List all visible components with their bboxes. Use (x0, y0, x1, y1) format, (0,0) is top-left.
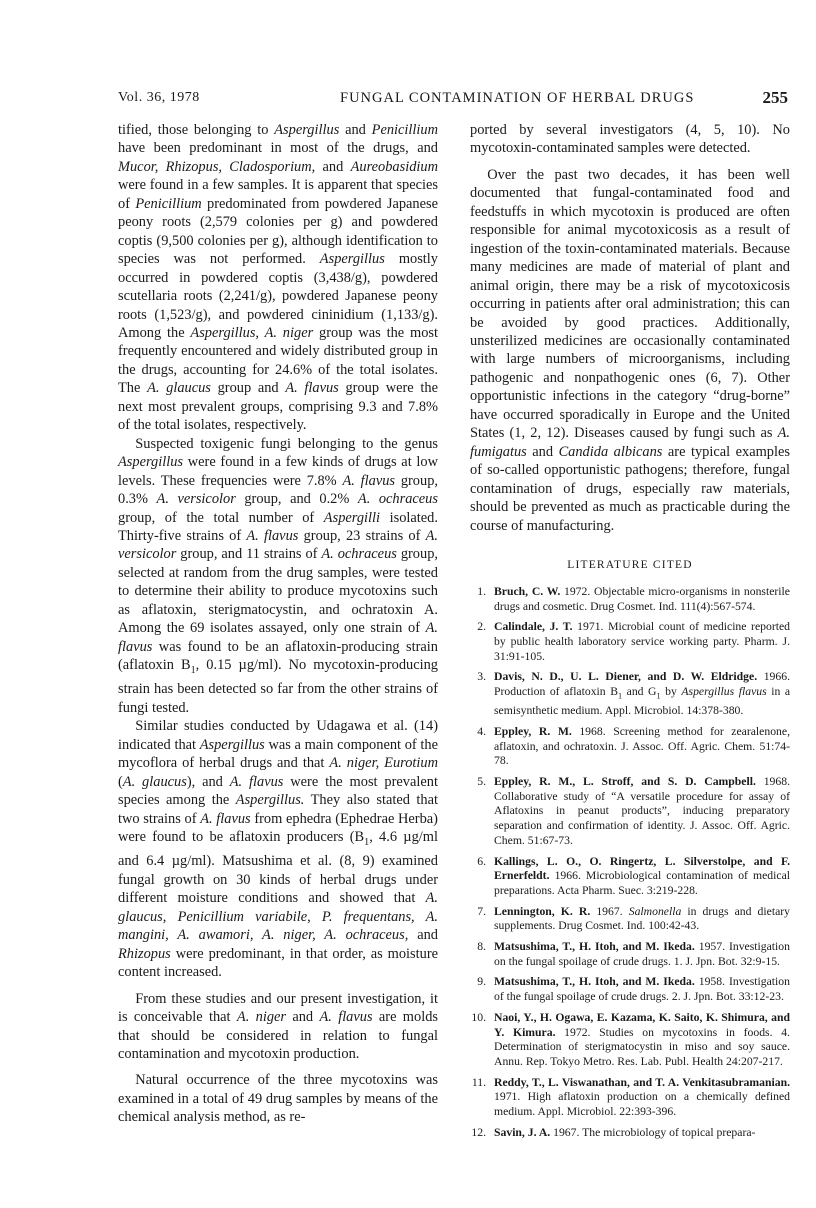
reference-text (494, 1090, 790, 1118)
body-paragraph (470, 166, 790, 535)
body-paragraph (118, 121, 438, 435)
literature-cited-heading: LITERATURE CITED (567, 558, 693, 571)
text-run: group, of the total number of (118, 509, 324, 526)
text-run: group, 23 strains of (298, 527, 426, 544)
reference-number: 10. (471, 1010, 486, 1024)
text-run: They also stated that two strains of (118, 792, 438, 827)
italic-run: A. glaucus (122, 773, 187, 790)
text-run: 1971. High aflatoxin production on a chemically defined medium. Appl. Microbiol. 22:393-396. (494, 1090, 790, 1119)
text-run: 1972. Studies on mycotoxins in foods. 4. Determination of sterigmatocystin in miso and soy sauce. Annu. Rep. Tokyo Metro. Res. Lab. Publ. Health 24:207-217. (494, 1025, 790, 1068)
text-run: in a semisynthetic medium. Appl. Microbiol. 14:378-380. (494, 685, 791, 718)
text-run: ported by several investigators (4, 5, 10). No mycotoxin-contaminated samples were detected. (470, 122, 790, 157)
text-run: are typical examples of so-called opportunistic pathogens; therefore, fungal contamination of drugs, especially raw materials, should be prevented as much as practicable during the course of manufacturing. (470, 443, 790, 534)
text-run: were found in a few samples. It is apparent that species of (118, 177, 438, 212)
reference-number: 7. (477, 904, 486, 918)
subscript-run: 1 (656, 691, 661, 701)
italic-run: Aspergillus flavus (681, 685, 767, 699)
italic-run: A. niger (236, 1009, 287, 1026)
text-run: 1968. Collaborative study of “A versatile procedure for assay of Aflatoxins in peanut products”, inducing preparatory separation and confirmation of identity. J. Assoc. Off. Agric. Chem. 51:67-73. (494, 775, 791, 847)
italic-run: Aspergillus (319, 251, 385, 268)
italic-run: Penicillium (135, 195, 202, 212)
reference-authors: Eppley, R. M. (494, 724, 572, 738)
right-column (470, 121, 790, 1147)
italic-run: Salmonella (628, 904, 682, 918)
running-title: FUNGAL CONTAMINATION OF HERBAL DRUGS (340, 90, 695, 106)
text-run: have been predominant in most of the drugs, and (118, 140, 438, 157)
text-run: Over the past two decades, it has been well documented that fungal-contaminated food and feedstuffs in which mycotoxin is produced are often responsible for animal mycotoxicosis as a result of ingestion of the toxin-contaminated materials. Because many medicines are made of material of plant and animal origin, there may be a risk of mycotoxicosis occurring in patients after oral administration; this can be avoided by good practices. Additionally, unsterilized medicines are occasionally contaminated with large numbers of microorganisms, including pathogenic and nonpathogenic ones (6, 7). Other opportunistic infections in the category “drug-borne” have occurred sporadically in Europe and the United States (1, 2, 12). Diseases caused by fungi such as (470, 166, 790, 442)
reference-item (470, 855, 790, 899)
running-header (118, 90, 788, 114)
reference-number: 3. (477, 670, 486, 684)
reference-authors: Eppley, R. M., L. Stroff, and S. D. Campbell. (494, 775, 756, 789)
text-run: 1967. (590, 904, 629, 918)
italic-run: A. flavus (118, 620, 438, 655)
italic-run: Aspergillus (118, 454, 184, 471)
italic-run: A. ochraceus (357, 491, 438, 508)
text-run: From these studies and our present investigation, it is conceivable that (118, 990, 438, 1026)
text-run: in drugs and dietary supplements. Drug Cosmet. Ind. 100:42-43. (494, 904, 791, 933)
text-run: was found to be an aflatoxin-producing strain (aflatoxin B (118, 638, 438, 674)
text-run: Natural occurrence of the three mycotoxins was examined in a total of 49 drug samples by means of the chemical analysis method, as re- (118, 1072, 438, 1126)
reference-number: 6. (477, 854, 486, 868)
reference-number: 1. (477, 584, 486, 598)
text-run: 1967. The microbiology of topical prepara- (550, 1125, 756, 1139)
text-run: 1957. Investigation on the fungal spoilage of crude drugs. 1. J. Jpn. Bot. 32:9-15. (494, 940, 790, 968)
italic-run: A. ochraceus (321, 546, 397, 563)
text-run: 1966. Production of aflatoxin B (494, 670, 790, 699)
text-run: are molds that should be considered in relation to fungal contamination and mycotoxin production. (118, 1009, 438, 1062)
reference-authors: Savin, J. A. (494, 1125, 551, 1139)
reference-authors: Bruch, C. W. (494, 584, 561, 598)
reference-item (470, 905, 790, 934)
italic-run: Aspergilli (323, 509, 381, 526)
italic-run: Aspergillus. (235, 792, 305, 809)
text-run: were the most prevalent species among the (118, 773, 438, 809)
reference-item (470, 940, 790, 969)
text-run: and G (622, 685, 657, 699)
reference-number: 9. (477, 975, 486, 989)
reference-item (470, 1076, 790, 1120)
text-run: group, 0.3% (118, 472, 438, 508)
reference-authors: Naoi, Y., H. Ogawa, E. Kazama, K. Saito, K. Shimura, and Y. Kimura. (494, 1010, 790, 1039)
left-column (118, 121, 438, 1127)
italic-run: Rhizopus (118, 945, 171, 962)
italic-run: Aureobasidium (350, 158, 438, 175)
text-run: tified, those belonging to (118, 122, 275, 138)
reference-authors: Davis, N. D., U. L. Diener, and D. W. Eldridge. (494, 670, 758, 684)
italic-run: A. flavus (285, 380, 339, 397)
text-run: mostly occurred in powdered coptis (3,438/g), powdered scutellaria roots (2,241/g), powdered Japanese peony roots (1,523/g), and powdered cininidium (1,133/g). Among the (118, 251, 438, 341)
reference-item (470, 975, 790, 1004)
reference-number: 8. (477, 940, 486, 954)
body-paragraph (118, 990, 438, 1064)
subscript-run: 1 (618, 691, 623, 701)
text-run: were predominant, in that order, as moisture content increased. (118, 945, 438, 981)
reference-authors: Matsushima, T., H. Itoh, and M. Ikeda. (494, 940, 695, 954)
text-run: and (526, 443, 559, 460)
text-run: Suspected toxigenic fungi belonging to the genus (135, 435, 438, 452)
italic-run: A. versicolor (118, 527, 438, 563)
reference-number: 2. (477, 620, 486, 634)
italic-run: A. glaucus (147, 380, 211, 397)
text-run: from ephedra (Ephedrae Herba) were found to be aflatoxin producers (B (118, 810, 438, 846)
text-run: 1972. Objectable micro-organisms in nonsterile drugs and cosmetic. Drug Cosmet. Ind. 111(4):567-574. (494, 584, 790, 613)
reference-item (470, 725, 790, 769)
text-run: Similar studies conducted by Udagawa et al. (14) indicated that (118, 718, 438, 753)
subscript-run: 1 (190, 665, 196, 677)
italic-run: A. glaucus, Penicillium variabile, P. frequentans, A. mangini, A. awamori, A. niger, A. ochraceus, (118, 890, 438, 944)
italic-run: Mucor, Rhizopus, Cladosporium, (118, 158, 316, 175)
reference-item (470, 775, 790, 849)
reference-authors: Matsushima, T., H. Itoh, and M. Ikeda. (494, 975, 695, 989)
text-run: and (315, 158, 351, 175)
text-run: by (660, 685, 682, 699)
text-run: were found in a few kinds of drugs at low levels. These frequencies were 7.8% (118, 454, 438, 489)
text-run: group, and 11 strains of (176, 546, 322, 563)
text-run: group, and 0.2% (235, 491, 358, 508)
italic-run: Penicillium (371, 122, 438, 138)
subscript-run: 1 (364, 836, 370, 848)
text-run: , 4.6 µg/ml and 6.4 µg/ml). Matsushima et al. (8, 9) examined fungal growth on 30 kinds of herbal drugs under different moisture conditions and showed that (118, 829, 438, 907)
body-paragraph (118, 435, 438, 718)
italic-run: Candida albicans (558, 443, 663, 460)
text-run: , 0.15 µg/ml). No mycotoxin-producing strain has been detected so far from the other strains of fungi tested. (118, 657, 438, 716)
italic-run: Aspergillus (274, 122, 340, 138)
reference-number: 11. (471, 1075, 486, 1089)
text-run: ), and (186, 773, 230, 790)
italic-run: A. flavus (229, 773, 284, 790)
italic-run: A. flavus (342, 472, 396, 489)
italic-run: A. flavus (319, 1009, 373, 1026)
reference-authors: Lennington, K. R. (494, 904, 591, 918)
reference-number: 12. (471, 1125, 486, 1139)
text-run: ( (118, 773, 123, 790)
italic-run: A. flavus (246, 527, 299, 544)
reference-text (550, 1126, 755, 1139)
reference-authors: Calindale, J. T. (494, 620, 573, 634)
text-run: isolated. Thirty-five strains of (118, 509, 438, 544)
text-run: group and (210, 380, 286, 397)
reference-number: 4. (477, 724, 486, 738)
text-run: predominated from powdered Japanese peony roots (2,579 colonies per g) and powdered coptis (9,500 colonies per g), although identification to species was not performed. (118, 195, 438, 268)
italic-run: A. versicolor (156, 491, 236, 508)
reference-number: 5. (477, 775, 486, 789)
text-run: group, selected at random from the drug samples, were tested to determine their ability to produce mycotoxins such as aflatoxin, sterigmatocystin, and ochratoxin A. Among the 69 isolates assayed, only one strain of (118, 546, 438, 637)
text-run: 1971. Microbial count of medicine reported by public health laboratory service working party. Pharm. J. 31:91-105. (494, 620, 790, 663)
page-number: 255 (762, 88, 788, 107)
italic-run: Aspergillus (199, 736, 265, 753)
volume-label: Vol. 36, 1978 (118, 90, 200, 105)
italic-run: A. flavus (200, 810, 251, 827)
text-run: was a main component of the mycoflora of herbal drugs and that (118, 736, 438, 772)
body-paragraph (118, 717, 438, 981)
text-run: and (408, 927, 438, 944)
reference-item (470, 1126, 790, 1141)
reference-authors: Reddy, T., L. Viswanathan, and T. A. Venkitasubramanian. (494, 1075, 790, 1089)
text-run: 1958. Investigation of the fungal spoilage of crude drugs. 2. J. Jpn. Bot. 33:12-23. (494, 975, 790, 1004)
reference-item (470, 585, 790, 614)
italic-run: A. niger, Eurotium (329, 755, 438, 772)
text-run: 1966. Microbiological contamination of medical preparations. Acta Pharm. Suec. 3:219-228. (494, 869, 790, 897)
text-run: and (286, 1009, 320, 1026)
text-run: and (339, 122, 372, 138)
reference-list (470, 585, 790, 1141)
reference-item (470, 1011, 790, 1070)
reference-item (470, 620, 790, 664)
italic-run: Aspergillus, A. niger (190, 324, 314, 341)
text-run: group were the next most prevalent groups, comprising 9.3 and 7.8% of the total isolates, respectively. (118, 380, 438, 434)
text-run: group was the most frequently encountered and widely distributed group in the drugs, accounting for 24.6% of the total isolates. The (118, 324, 438, 397)
reference-item (470, 670, 790, 718)
body-paragraph (470, 121, 790, 158)
reference-authors: Kallings, L. O., O. Ringertz, L. Silverstolpe, and F. Ernerfeldt. (494, 854, 790, 883)
text-run: 1968. Screening method for zearalenone, aflatoxin, and ochratoxin. J. Assoc. Off. Agric. Chem. 51:74-78. (494, 724, 790, 768)
body-paragraph (118, 1071, 438, 1126)
italic-run: A. fumigatus (470, 425, 790, 460)
